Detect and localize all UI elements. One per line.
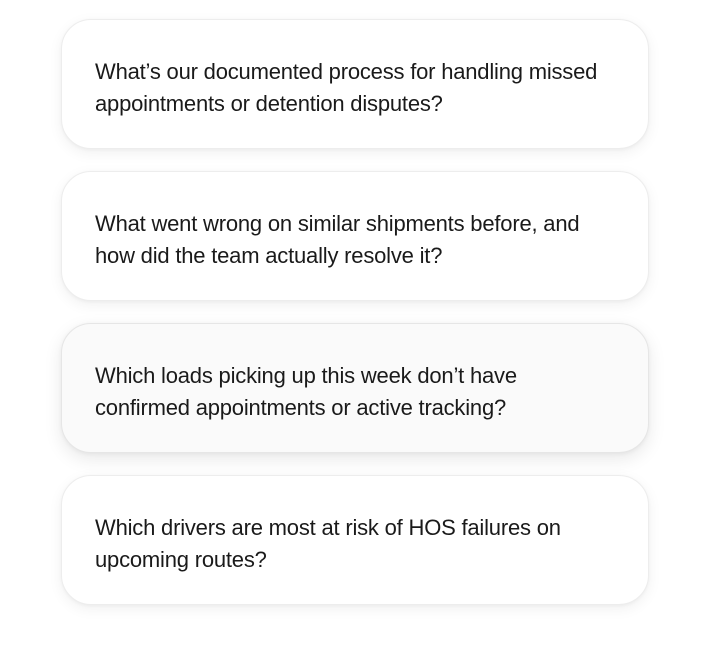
prompt-card-loads-missing-appointments[interactable] <box>61 323 649 453</box>
prompt-text: Which drivers are most at risk of HOS failures on upcoming routes? <box>95 515 561 572</box>
prompt-text: What’s our documented process for handling missed appointments or detention disputes? <box>95 59 598 116</box>
prompt-card-missed-appointments-process[interactable] <box>61 19 649 149</box>
prompt-card-drivers-hos-risk[interactable] <box>61 475 649 605</box>
prompt-card-similar-shipments-issues[interactable] <box>61 171 649 301</box>
prompt-text: Which loads picking up this week don’t have confirmed appointments or active tracking? <box>95 363 517 420</box>
prompt-text: What went wrong on similar shipments before, and how did the team actually resolve it? <box>95 211 580 268</box>
suggested-prompts-list <box>61 19 649 627</box>
